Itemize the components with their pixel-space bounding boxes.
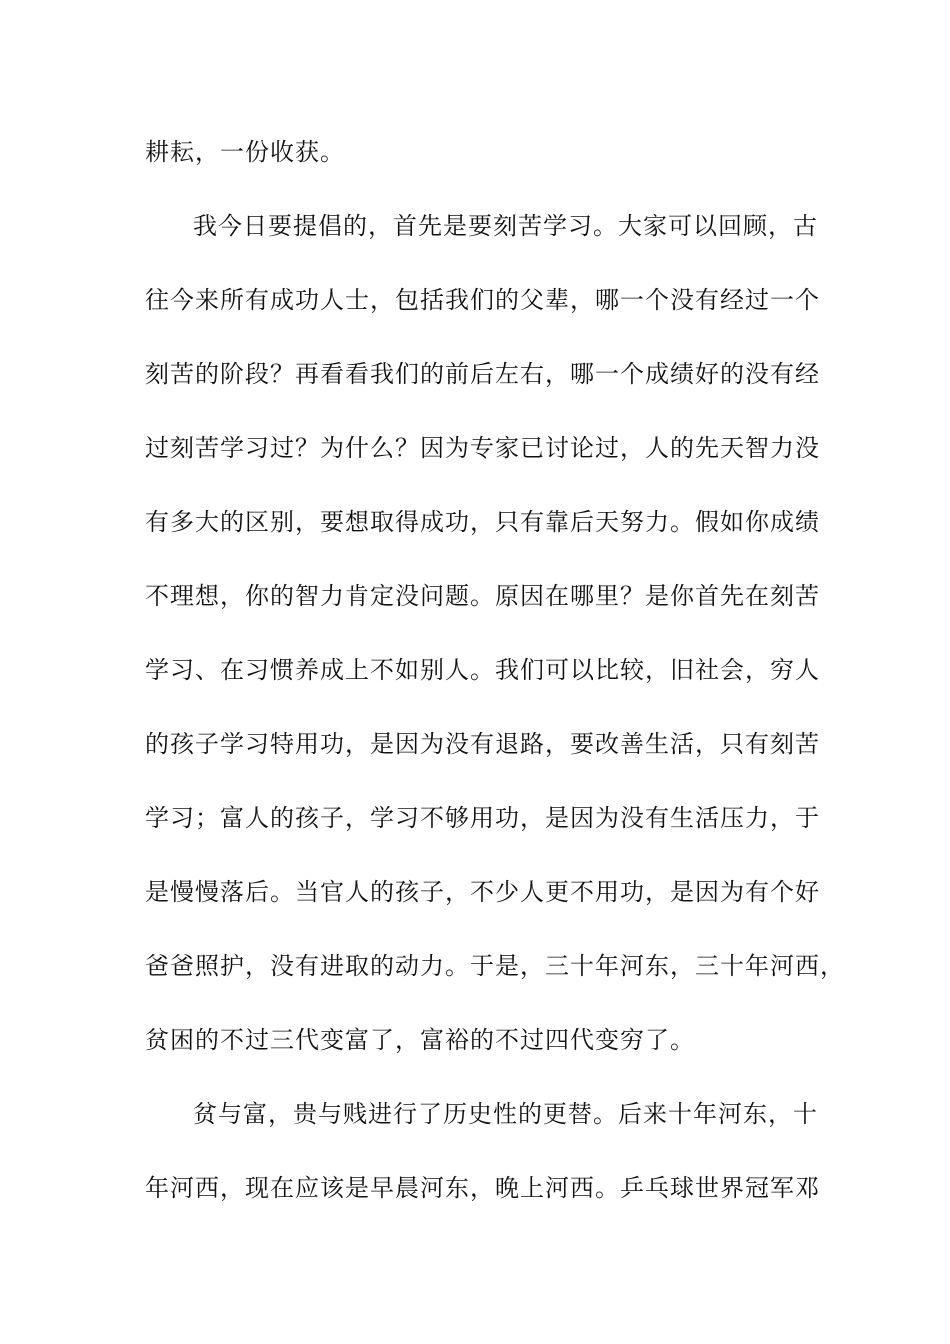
text-line: 学习；富人的孩子，学习不够用功，是因为没有生活压力，于	[145, 804, 820, 832]
paragraph-first-line: 我今日要提倡的，首先是要刻苦学习。大家可以回顾，古	[193, 212, 818, 240]
text-line: 不理想，你的智力肯定没问题。原因在哪里？是你首先在刻苦	[145, 582, 820, 610]
text-line: 是慢慢落后。当官人的孩子，不少人更不用功，是因为有个好	[145, 878, 820, 906]
text-line: 爸爸照护，没有进取的动力。于是，三十年河东，三十年河西，	[145, 952, 845, 980]
text-line: 刻苦的阶段？再看看我们的前后左右，哪一个成绩好的没有经	[145, 360, 820, 388]
text-line: 往今来所有成功人士，包括我们的父辈，哪一个没有经过一个	[145, 286, 820, 314]
text-line: 有多大的区别，要想取得成功，只有靠后天努力。假如你成绩	[145, 508, 820, 536]
text-line: 的孩子学习特用功，是因为没有退路，要改善生活，只有刻苦	[145, 730, 820, 758]
text-line: 年河西，现在应该是早晨河东，晚上河西。乒乓球世界冠军邓	[145, 1174, 820, 1202]
text-line: 贫困的不过三代变富了，富裕的不过四代变穷了。	[145, 1026, 695, 1054]
text-line: 过刻苦学习过？为什么？因为专家已讨论过，人的先天智力没	[145, 434, 820, 462]
text-line: 学习、在习惯养成上不如别人。我们可以比较，旧社会，穷人	[145, 656, 820, 684]
text-line: 耕耘，一份收获。	[145, 138, 345, 166]
paragraph-first-line: 贫与富，贵与贱进行了历史性的更替。后来十年河东，十	[193, 1100, 818, 1128]
